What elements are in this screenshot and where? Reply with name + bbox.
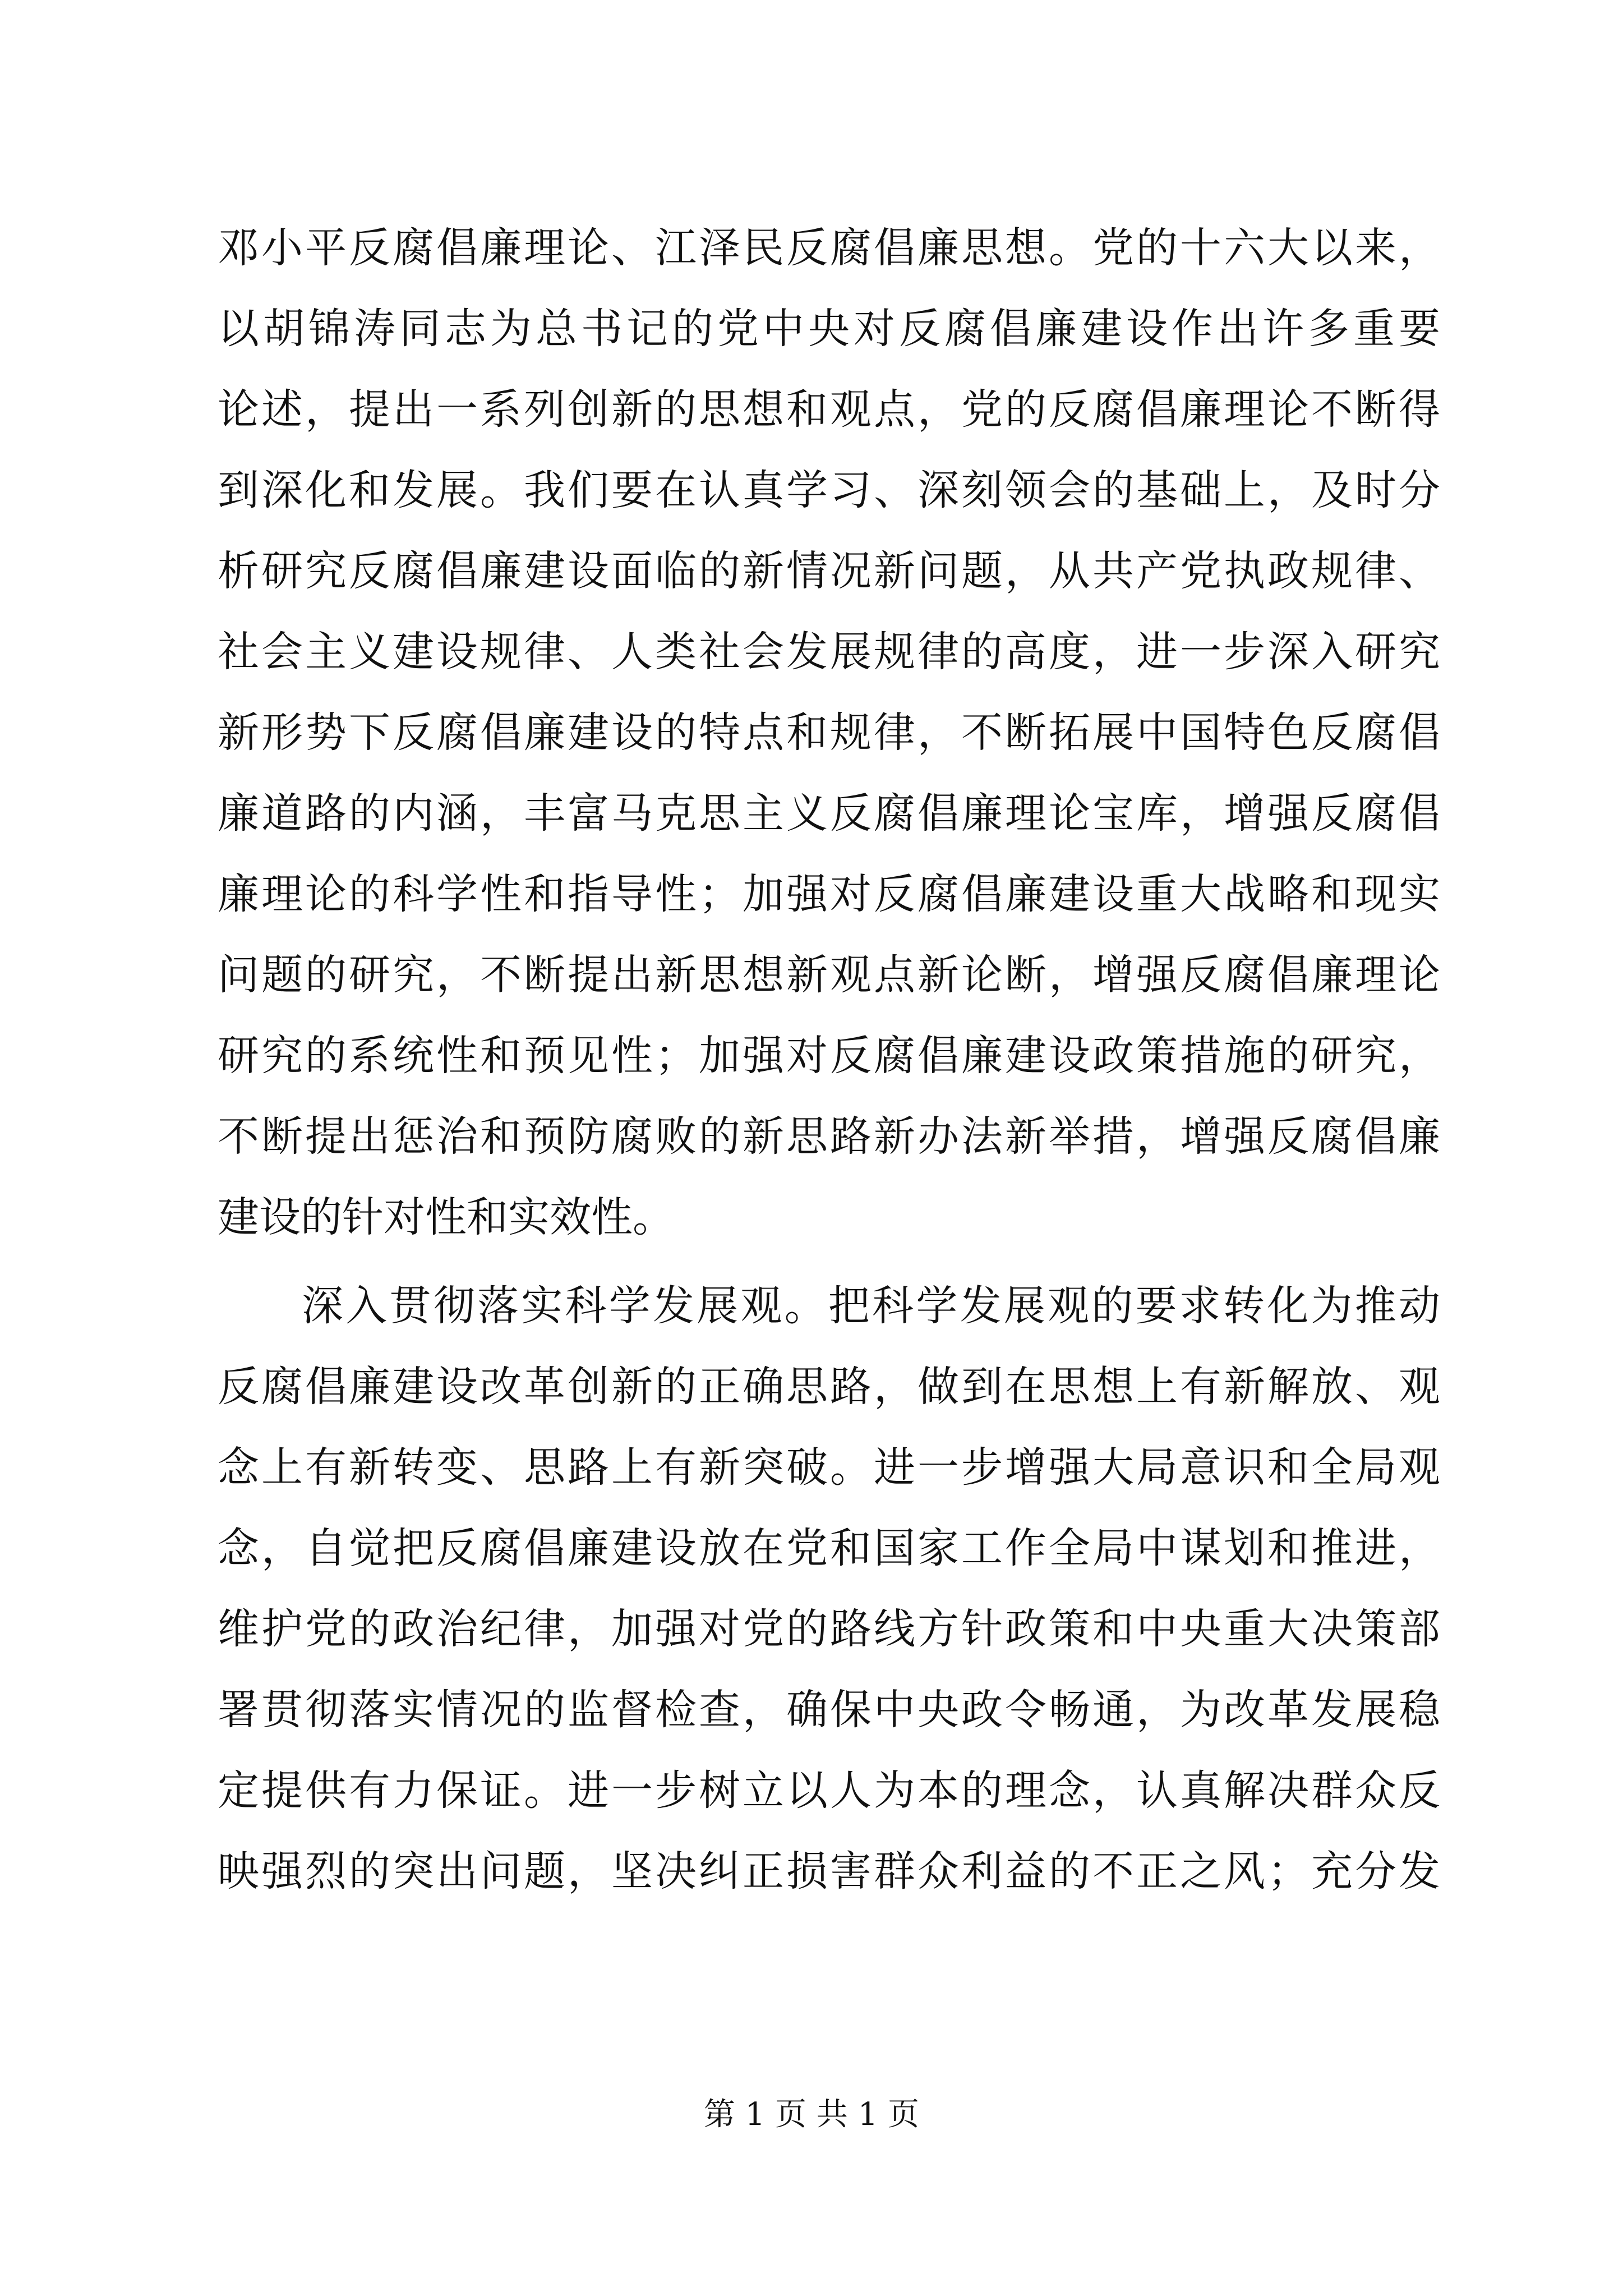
text-line: 深入贯彻落实科学发展观。把科学发展观的要求转化为推动 <box>302 1282 1440 1330</box>
document-body <box>218 208 1440 1912</box>
text-line: 论述，提出一系列创新的思想和观点，党的反腐倡廉理论不断得 <box>218 385 1440 434</box>
page-number-label: 第 1 页 共 1 页 <box>703 2096 920 2133</box>
text-line: 问题的研究，不断提出新思想新观点新论断，增强反腐倡廉理论 <box>218 951 1440 999</box>
text-line: 映强烈的突出问题，坚决纠正损害群众利益的不正之风；充分发 <box>218 1847 1440 1895</box>
paragraph-spacer <box>218 1258 1440 1266</box>
text-line: 析研究反腐倡廉建设面临的新情况新问题，从共产党执政规律、 <box>218 547 1440 595</box>
text-line: 定提供有力保证。进一步树立以人为本的理念，认真解决群众反 <box>218 1766 1440 1815</box>
text-line: 到深化和发展。我们要在认真学习、深刻领会的基础上，及时分 <box>218 466 1440 514</box>
text-line: 新形势下反腐倡廉建设的特点和规律，不断拓展中国特色反腐倡 <box>218 708 1440 757</box>
text-line: 以胡锦涛同志为总书记的党中央对反腐倡廉建设作出许多重要 <box>218 305 1440 353</box>
text-line: 廉理论的科学性和指导性；加强对反腐倡廉建设重大战略和现实 <box>218 870 1440 918</box>
paragraph-1 <box>218 208 1440 1258</box>
text-line: 念上有新转变、思路上有新突破。进一步增强大局意识和全局观 <box>218 1443 1440 1492</box>
text-line: 建设的针对性和实效性。 <box>218 1193 674 1241</box>
text-line: 廉道路的内涵，丰富马克思主义反腐倡廉理论宝库，增强反腐倡 <box>218 789 1440 838</box>
text-line: 研究的系统性和预见性；加强对反腐倡廉建设政策措施的研究， <box>218 1032 1440 1080</box>
text-line: 反腐倡廉建设改革创新的正确思路，做到在思想上有新解放、观 <box>218 1363 1440 1411</box>
text-line: 念，自觉把反腐倡廉建设放在党和国家工作全局中谋划和推进， <box>218 1524 1440 1572</box>
text-line: 署贯彻落实情况的监督检查，确保中央政令畅通，为改革发展稳 <box>218 1686 1440 1734</box>
text-line: 邓小平反腐倡廉理论、江泽民反腐倡廉思想。党的十六大以来， <box>218 224 1440 272</box>
text-line: 社会主义建设规律、人类社会发展规律的高度，进一步深入研究 <box>218 628 1440 676</box>
text-line: 维护党的政治纪律，加强对党的路线方针政策和中央重大决策部 <box>218 1605 1440 1653</box>
page-footer <box>0 2092 1623 2137</box>
paragraph-2 <box>218 1266 1440 1912</box>
text-line: 不断提出惩治和预防腐败的新思路新办法新举措，增强反腐倡廉 <box>218 1112 1440 1161</box>
